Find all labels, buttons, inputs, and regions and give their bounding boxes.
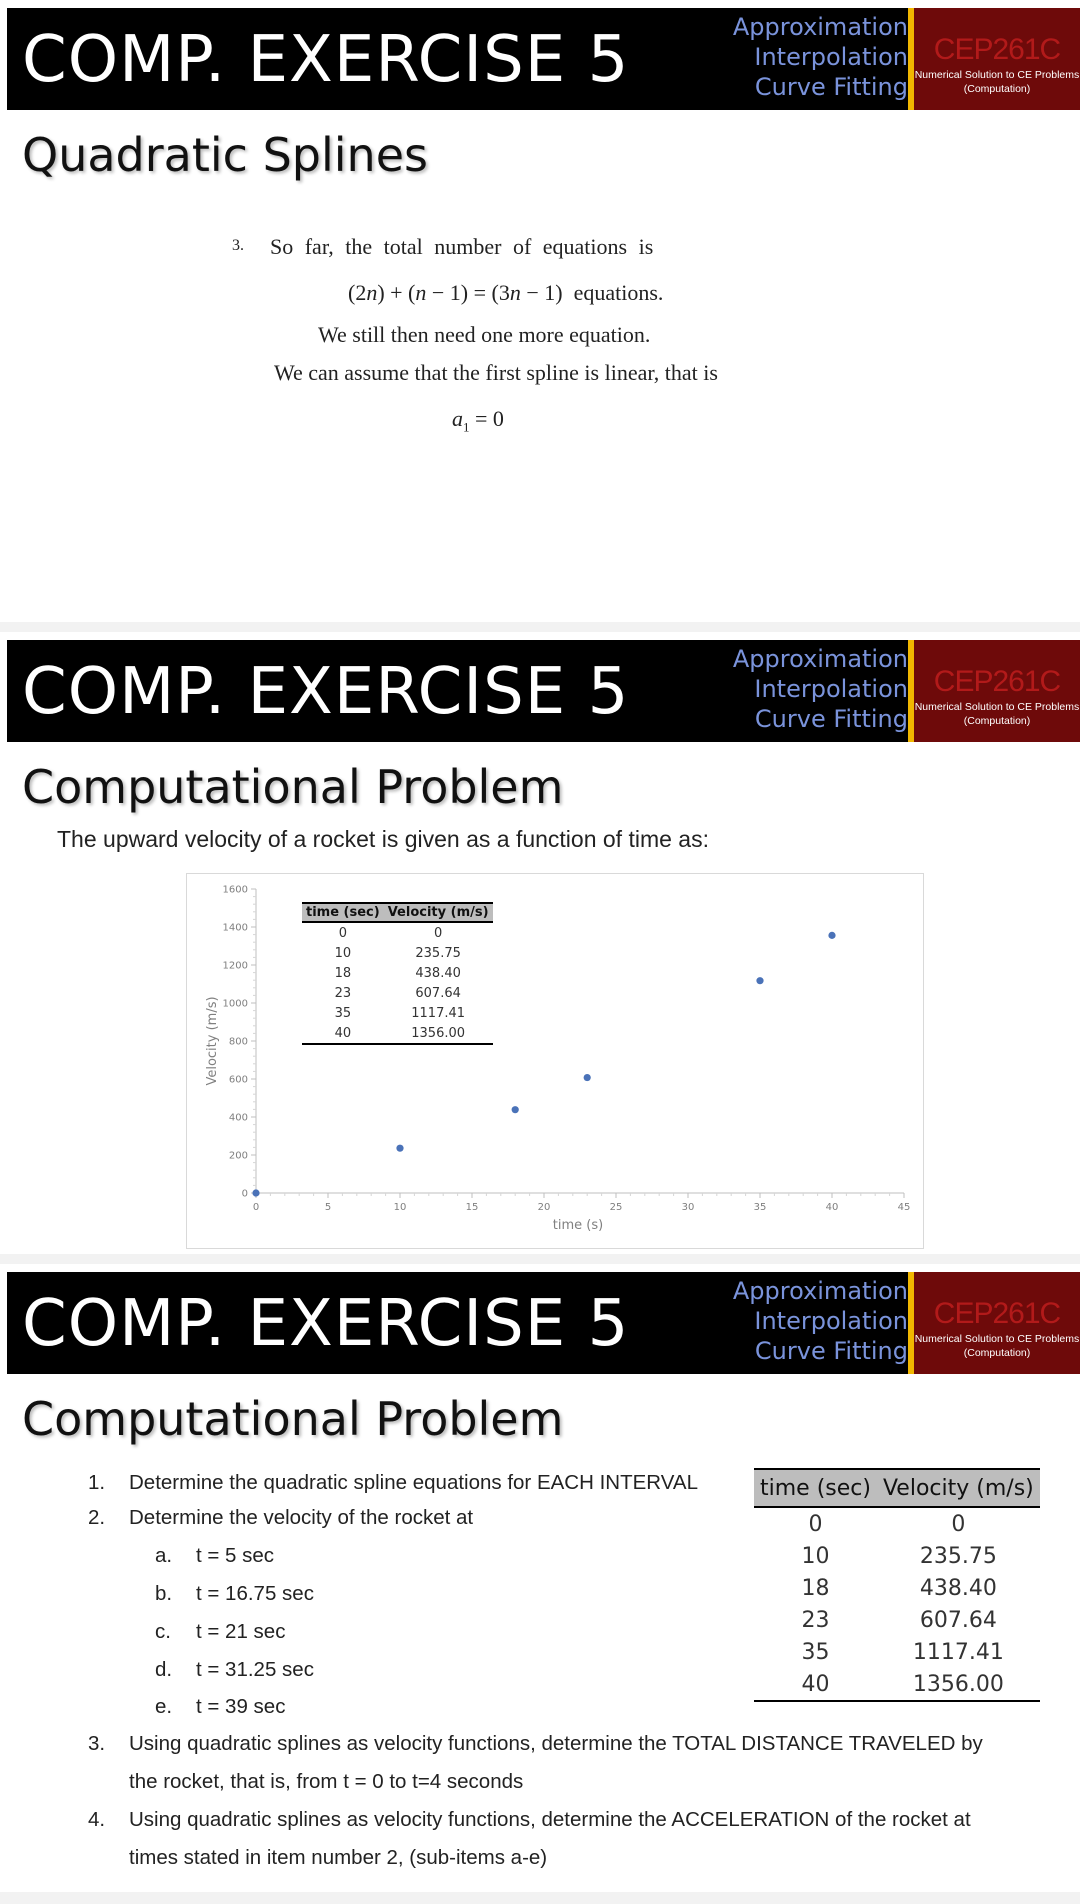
- banner-left-bar: [0, 8, 7, 110]
- y-tick-label: 1600: [222, 884, 248, 896]
- list-item-text: the rocket, that is, from t = 0 to t=4 seconds: [129, 1770, 524, 1793]
- formula-part: − 1): [520, 280, 563, 305]
- data-point: [584, 1074, 591, 1081]
- y-tick-label: 600: [228, 1074, 248, 1086]
- table-row: [302, 963, 493, 983]
- velocity-cell: 438.40: [415, 965, 461, 981]
- formula-part: − 1) = (3: [426, 280, 510, 305]
- banner-title: COMP. EXERCISE 5: [22, 1287, 630, 1361]
- x-tick-label: 30: [681, 1202, 695, 1213]
- x-tick-label: 40: [825, 1202, 839, 1213]
- time-cell: 40: [302, 1023, 384, 1044]
- list-item-number: a.: [155, 1544, 173, 1567]
- table-row: [302, 1003, 493, 1023]
- table-row: [754, 1572, 1040, 1604]
- velocity-cell: 607.64: [415, 985, 461, 1001]
- equation-count-formula: [348, 280, 663, 306]
- list-item-number: 4.: [88, 1808, 106, 1831]
- data-point: [756, 977, 763, 984]
- velocity-cell: 1356.00: [877, 1668, 1040, 1701]
- course-code: CEP261C: [933, 1297, 1061, 1330]
- topic-curve-fitting: Curve Fitting: [754, 1337, 908, 1365]
- data-point: [828, 932, 835, 939]
- list-item-number: c.: [155, 1620, 171, 1643]
- condition-rhs: = 0: [475, 406, 504, 431]
- table-header-time: time (sec): [754, 1469, 877, 1507]
- time-cell: 18: [334, 965, 352, 981]
- velocity-cell: 0: [951, 1511, 966, 1537]
- slide-banner: [0, 640, 1080, 742]
- velocity-cell: 235.75: [415, 945, 461, 961]
- velocity-cell: 438.40: [919, 1575, 997, 1601]
- topic-approximation: Approximation: [732, 645, 908, 673]
- x-tick-label: 45: [897, 1202, 911, 1213]
- x-tick-label: 10: [393, 1202, 407, 1213]
- list-item-text: Using quadratic splines as velocity functions, determine the TOTAL DISTANCE TRAVELED by: [129, 1732, 983, 1755]
- table-row: [302, 943, 493, 963]
- x-tick-label: 25: [609, 1202, 623, 1213]
- x-tick-label: 5: [324, 1202, 332, 1213]
- list-item-number: 1.: [88, 1471, 106, 1494]
- topic-interpolation: Interpolation: [754, 675, 908, 703]
- topic-approximation: Approximation: [732, 1277, 908, 1305]
- slide-quadratic-splines: [0, 0, 1080, 622]
- list-item-text: t = 16.75 sec: [196, 1582, 314, 1605]
- y-axis: [223, 885, 256, 1200]
- page-title: Computational Problem: [22, 760, 564, 814]
- page-title: Quadratic Splines: [22, 128, 428, 182]
- time-cell: 40: [754, 1668, 877, 1701]
- table-row: [302, 922, 493, 943]
- formula-var: n: [366, 280, 378, 305]
- list-item-number: 2.: [88, 1506, 106, 1529]
- formula-part: (2: [348, 280, 367, 305]
- velocity-scatter-chart: [186, 873, 922, 1247]
- course-subtitle-2: (Computation): [963, 715, 1031, 727]
- more-equation-text: We still then need one more equation.: [318, 322, 651, 347]
- formula-var: n: [415, 280, 427, 305]
- x-axis: [253, 1193, 911, 1213]
- x-tick-label: 20: [537, 1202, 551, 1213]
- time-cell: 23: [334, 985, 352, 1001]
- y-tick-label: 1400: [222, 922, 248, 934]
- topic-interpolation: Interpolation: [754, 1307, 908, 1335]
- y-tick-label: 0: [241, 1188, 248, 1200]
- velocity-cell: 235.75: [919, 1543, 997, 1569]
- small-table-header-time: time (sec): [302, 903, 384, 922]
- time-cell: 23: [801, 1607, 830, 1633]
- banner-topics: [733, 12, 908, 102]
- course-subtitle-2: (Computation): [963, 1347, 1031, 1359]
- list-item-text: Determine the quadratic spline equations for EACH INTERVAL: [129, 1471, 698, 1494]
- y-axis-label: Velocity (m/s): [205, 996, 220, 1086]
- time-cell: 10: [801, 1543, 830, 1569]
- data-point: [252, 1189, 259, 1196]
- formula-word: equations.: [573, 280, 664, 305]
- slide-banner: [0, 8, 1080, 110]
- topic-interpolation: Interpolation: [754, 43, 908, 71]
- x-tick-label: 35: [753, 1202, 767, 1213]
- formula-var: n: [509, 280, 521, 305]
- list-item-text: t = 31.25 sec: [196, 1658, 314, 1681]
- velocity-cell: 1117.41: [411, 1005, 466, 1021]
- banner-topics: [733, 1276, 908, 1366]
- linear-spline-text: We can assume that the first spline is linear, that is: [274, 360, 718, 385]
- table-row: [302, 983, 493, 1003]
- y-tick-label: 400: [228, 1112, 248, 1124]
- list-item-number: b.: [155, 1582, 173, 1605]
- item-number: 3.: [232, 237, 244, 254]
- y-tick-label: 1200: [222, 960, 248, 972]
- course-subtitle: Numerical Solution to CE Problems: [914, 69, 1080, 81]
- topic-approximation: Approximation: [732, 13, 908, 41]
- velocity-cell: 0: [433, 925, 443, 941]
- course-subtitle: Numerical Solution to CE Problems: [914, 701, 1080, 713]
- table-row: [754, 1604, 1040, 1636]
- equation-count-text: So far, the total number of equations is: [270, 234, 654, 259]
- time-cell: 0: [338, 925, 347, 941]
- banner-title: COMP. EXERCISE 5: [22, 655, 630, 729]
- table-row: [302, 1023, 493, 1044]
- list-item-text: t = 21 sec: [196, 1620, 286, 1643]
- list-item-text: times stated in item number 2, (sub-items a-e): [129, 1846, 548, 1869]
- small-table-header-velocity: Velocity (m/s): [384, 903, 493, 922]
- course-code: CEP261C: [933, 665, 1061, 698]
- course-badge: [914, 1272, 1080, 1374]
- time-cell: 10: [334, 945, 352, 961]
- course-badge: [914, 8, 1080, 110]
- table-row: [754, 1668, 1040, 1701]
- list-item-text: Determine the velocity of the rocket at: [129, 1506, 474, 1529]
- velocity-data-table: [754, 1468, 1040, 1702]
- list-item-text: Using quadratic splines as velocity functions, determine the ACCELERATION of the rocket at: [129, 1808, 971, 1831]
- banner-left-bar: [0, 640, 7, 742]
- banner-title: COMP. EXERCISE 5: [22, 23, 630, 97]
- course-subtitle: Numerical Solution to CE Problems: [914, 1333, 1080, 1345]
- problem-intro: The upward velocity of a rocket is given as a function of time as:: [57, 826, 709, 852]
- time-cell: 0: [808, 1511, 823, 1537]
- velocity-cell: 1356.00: [384, 1023, 493, 1044]
- table-header-velocity: Velocity (m/s): [877, 1469, 1040, 1507]
- list-item-number: 3.: [88, 1732, 106, 1755]
- course-badge: [914, 640, 1080, 742]
- x-axis-label: time (s): [552, 1218, 604, 1233]
- list-item-text: t = 5 sec: [196, 1544, 275, 1567]
- formula-part: ) + (: [377, 280, 416, 305]
- first-spline-condition: [452, 406, 504, 435]
- banner-topics: [733, 644, 908, 734]
- data-point: [512, 1106, 519, 1113]
- x-tick-label: 15: [465, 1202, 479, 1213]
- table-row: [754, 1507, 1040, 1540]
- slide-banner: [0, 1272, 1080, 1374]
- topic-curve-fitting: Curve Fitting: [754, 705, 908, 733]
- condition-var: a: [452, 406, 463, 431]
- topic-curve-fitting: Curve Fitting: [754, 73, 908, 101]
- table-row: [754, 1636, 1040, 1668]
- time-cell: 18: [801, 1575, 830, 1601]
- velocity-cell: 1117.41: [912, 1639, 1004, 1665]
- y-tick-label: 800: [228, 1036, 248, 1048]
- condition-subscript: 1: [463, 419, 470, 435]
- data-point: [396, 1145, 403, 1152]
- list-item-text: t = 39 sec: [196, 1695, 286, 1718]
- list-item-number: d.: [155, 1658, 173, 1681]
- page-title: Computational Problem: [22, 1392, 564, 1446]
- x-tick-label: 0: [252, 1202, 260, 1213]
- course-subtitle-2: (Computation): [963, 83, 1031, 95]
- list-item-number: e.: [155, 1695, 173, 1718]
- velocity-cell: 607.64: [919, 1607, 997, 1633]
- velocity-data-table-chart: [302, 902, 493, 1045]
- y-tick-label: 200: [228, 1150, 248, 1162]
- course-code: CEP261C: [933, 33, 1061, 66]
- banner-left-bar: [0, 1272, 7, 1374]
- time-cell: 35: [334, 1005, 352, 1021]
- y-tick-label: 1000: [222, 998, 248, 1010]
- time-cell: 35: [801, 1639, 830, 1665]
- table-row: [754, 1540, 1040, 1572]
